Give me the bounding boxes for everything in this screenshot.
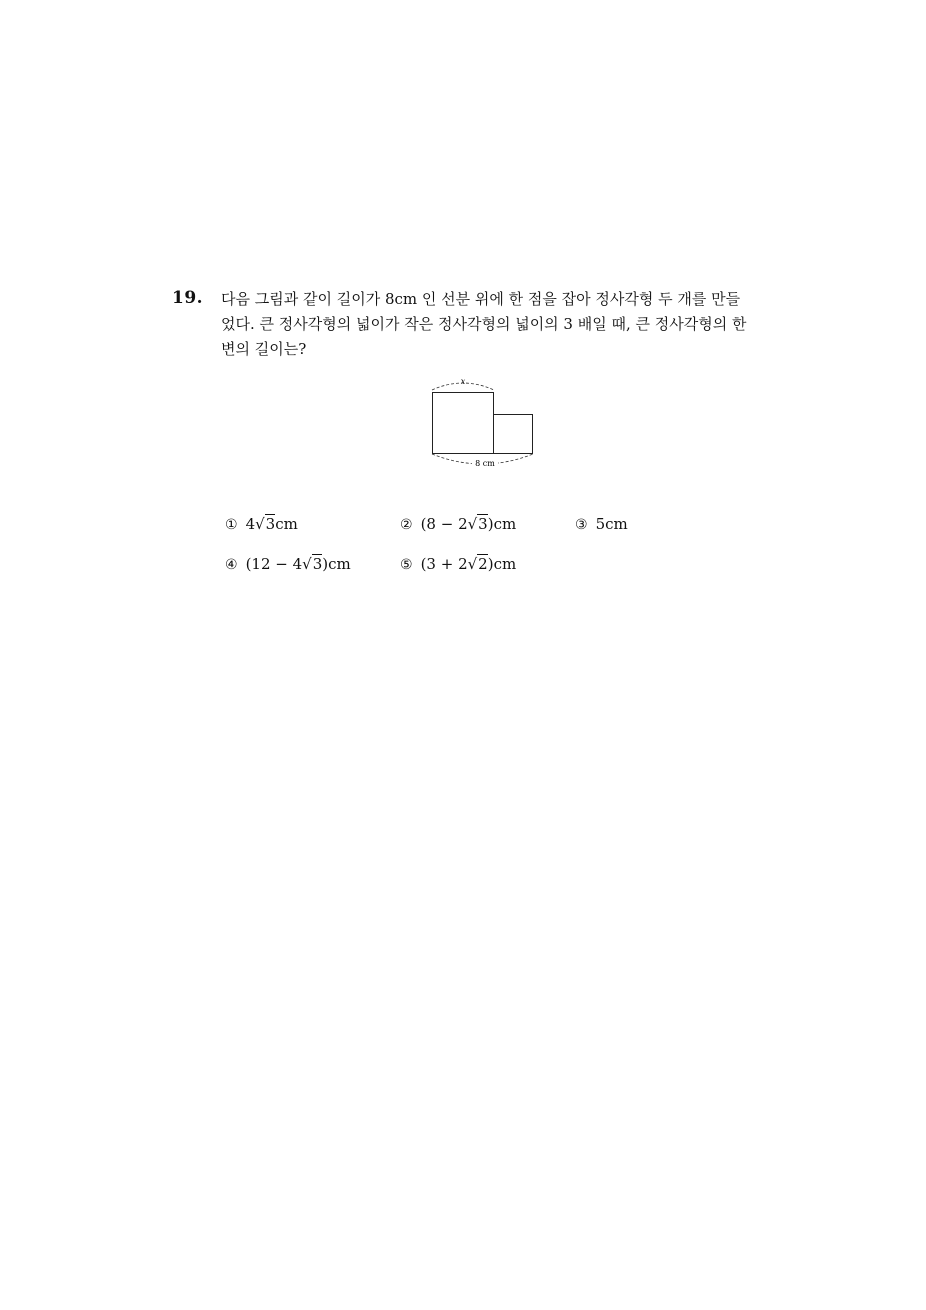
choice-mark: ② xyxy=(400,517,413,533)
problem-number: 19. xyxy=(172,288,204,308)
sqrt-radicand: 3 xyxy=(312,555,323,573)
choice-4[interactable] xyxy=(225,555,351,573)
choice-text-post: )cm xyxy=(487,515,517,533)
choice-text-post: cm xyxy=(275,515,298,533)
answer-choices xyxy=(225,515,725,585)
choice-mark: ① xyxy=(225,517,238,533)
bottom-dimension-label: 8 cm xyxy=(475,459,495,468)
choice-text-pre: 5cm xyxy=(595,515,628,533)
choice-text-post: )cm xyxy=(487,555,517,573)
question-line-1: 다음 그림과 같이 길이가 8cm 인 선분 위에 한 점을 잡아 정사각형 두 개를 만들 xyxy=(221,290,741,308)
choice-text-pre: (3 + 2 xyxy=(420,555,468,573)
choice-5[interactable] xyxy=(400,555,516,573)
sqrt-radicand: 3 xyxy=(265,515,276,533)
figure xyxy=(420,374,550,474)
choice-3[interactable] xyxy=(575,515,628,533)
question-text xyxy=(221,287,761,362)
large-square xyxy=(433,393,494,454)
choice-mark: ③ xyxy=(575,517,588,533)
sqrt-radicand: 2 xyxy=(478,555,488,573)
top-dimension-label: x xyxy=(460,377,466,386)
two-squares-diagram xyxy=(420,374,550,474)
choice-2[interactable] xyxy=(400,515,516,533)
choice-text-pre: 4 xyxy=(245,515,256,533)
sqrt-sign: √ xyxy=(467,515,478,533)
choice-text-pre: (8 − 2 xyxy=(420,515,468,533)
question-line-3: 변의 길이는? xyxy=(221,340,307,358)
choice-1[interactable] xyxy=(225,515,298,533)
choice-mark: ⑤ xyxy=(400,557,413,573)
small-square xyxy=(494,415,533,454)
sqrt-radicand: 3 xyxy=(478,515,488,533)
choice-text-post: )cm xyxy=(322,555,351,573)
sqrt-sign: √ xyxy=(255,515,265,533)
sqrt-sign: √ xyxy=(467,555,478,573)
choice-mark: ④ xyxy=(225,557,238,573)
sqrt-sign: √ xyxy=(302,555,312,573)
question-line-2: 었다. 큰 정사각형의 넓이가 작은 정사각형의 넓이의 3 배일 때, 큰 정사각형의 한 xyxy=(221,315,747,333)
choice-text-pre: (12 − 4 xyxy=(245,555,303,573)
